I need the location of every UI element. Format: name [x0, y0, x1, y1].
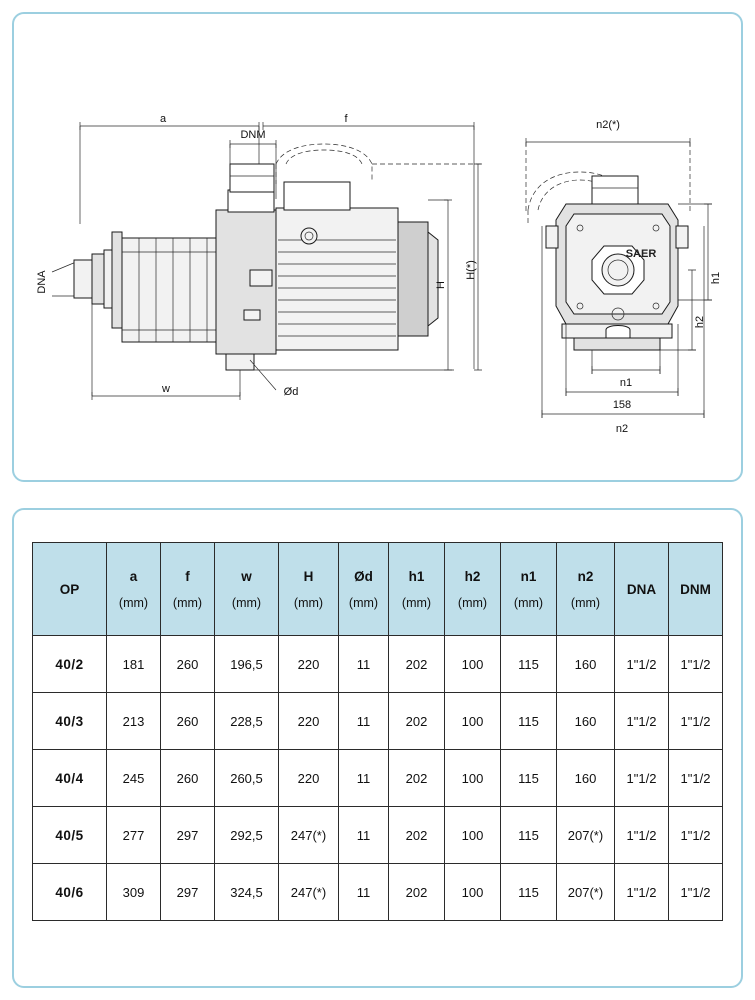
- cell-h1: 202: [389, 750, 445, 807]
- discharge-port: [230, 164, 274, 192]
- motor-base: [226, 354, 254, 370]
- dna-leader: [52, 262, 76, 296]
- cell-dna: 1"1/2: [615, 750, 669, 807]
- col-header-dnm-name: DNM: [680, 581, 711, 597]
- col-header-n2-name: n2: [577, 568, 594, 584]
- label-dna: DNA: [36, 270, 48, 294]
- col-header-n1: [501, 543, 557, 636]
- cell-dnm: 1"1/2: [669, 864, 723, 921]
- cell-h1: 202: [389, 807, 445, 864]
- cell-n2: 160: [557, 693, 615, 750]
- cell-n1: 115: [501, 693, 557, 750]
- label-h: H: [435, 281, 447, 289]
- cell-h1: 202: [389, 693, 445, 750]
- suction-flange: [74, 232, 122, 328]
- cell-n1: 115: [501, 750, 557, 807]
- table-header-row: [33, 543, 723, 636]
- cell-h2: 100: [445, 864, 501, 921]
- cell-h: 220: [279, 693, 339, 750]
- front-view-group: [526, 119, 722, 435]
- col-header-op-name: OP: [59, 581, 80, 597]
- cell-od: 11: [339, 750, 389, 807]
- table-row: [33, 864, 723, 921]
- label-n1: n1: [619, 377, 633, 389]
- table-row: [33, 636, 723, 693]
- pump-dimension-drawing: [14, 14, 741, 480]
- col-header-h1: [389, 543, 445, 636]
- cell-n2: 207(*): [557, 807, 615, 864]
- label-a: a: [159, 113, 167, 125]
- cell-h: 220: [279, 636, 339, 693]
- cell-w: 324,5: [215, 864, 279, 921]
- cell-w: 260,5: [215, 750, 279, 807]
- label-w: w: [162, 383, 170, 395]
- cell-op: 40/2: [33, 636, 107, 693]
- col-header-dna-name: DNA: [626, 581, 657, 597]
- col-header-n1-name: n1: [520, 568, 537, 584]
- cell-n1: 115: [501, 807, 557, 864]
- cell-op: 40/6: [33, 864, 107, 921]
- diameter-d-leader: [250, 360, 276, 390]
- cell-od: 11: [339, 864, 389, 921]
- cell-dna: 1"1/2: [615, 864, 669, 921]
- label-n2-star: n2(*): [596, 119, 620, 131]
- col-header-h-name: H: [303, 568, 314, 584]
- cell-dna: 1"1/2: [615, 693, 669, 750]
- cell-n1: 115: [501, 636, 557, 693]
- cell-h2: 100: [445, 750, 501, 807]
- pump-head: [216, 190, 276, 370]
- front-terminal-box: [592, 176, 638, 204]
- cell-w: 292,5: [215, 807, 279, 864]
- cell-a: 181: [107, 636, 161, 693]
- cell-dnm: 1"1/2: [669, 693, 723, 750]
- cell-f: 297: [161, 864, 215, 921]
- col-header-a-name: a: [129, 568, 138, 584]
- table-row: [33, 750, 723, 807]
- col-header-n1-unit: (mm): [513, 595, 544, 610]
- col-header-h1-unit: (mm): [401, 595, 432, 610]
- col-header-h2-unit: (mm): [457, 595, 488, 610]
- label-od: Ød: [283, 386, 299, 398]
- cell-dnm: 1"1/2: [669, 636, 723, 693]
- label-158: 158: [612, 399, 632, 411]
- col-header-n2: [557, 543, 615, 636]
- col-header-h2: [445, 543, 501, 636]
- dimension-h1: [678, 204, 712, 300]
- col-header-od-name: Ød: [354, 568, 373, 584]
- cell-n1: 115: [501, 864, 557, 921]
- col-header-h2-name: h2: [464, 568, 481, 584]
- cell-dnm: 1"1/2: [669, 807, 723, 864]
- col-header-f-unit: (mm): [172, 595, 203, 610]
- col-header-od-unit: (mm): [348, 595, 379, 610]
- cell-a: 309: [107, 864, 161, 921]
- cell-dna: 1"1/2: [615, 807, 669, 864]
- cell-n2: 207(*): [557, 864, 615, 921]
- front-base-plate: [562, 324, 672, 350]
- cell-n2: 160: [557, 750, 615, 807]
- col-header-h1-name: h1: [408, 568, 425, 584]
- cell-h1: 202: [389, 864, 445, 921]
- cell-op: 40/4: [33, 750, 107, 807]
- cell-f: 297: [161, 807, 215, 864]
- cell-h2: 100: [445, 636, 501, 693]
- col-header-w: [215, 543, 279, 636]
- cell-f: 260: [161, 636, 215, 693]
- side-view-group: [36, 113, 482, 400]
- cell-dnm: 1"1/2: [669, 750, 723, 807]
- col-header-op: [33, 543, 107, 636]
- cell-f: 260: [161, 693, 215, 750]
- dimension-n1: [592, 350, 660, 374]
- col-header-dna: [615, 543, 669, 636]
- dimensions-table-panel: [12, 508, 743, 988]
- technical-drawing-panel: [12, 12, 743, 482]
- cell-w: 228,5: [215, 693, 279, 750]
- brand-label: SAER: [625, 248, 657, 260]
- col-header-n2-unit: (mm): [570, 595, 601, 610]
- table-body: [33, 636, 723, 921]
- cell-w: 196,5: [215, 636, 279, 693]
- motor-front-flange: [556, 204, 678, 324]
- table-row: [33, 693, 723, 750]
- cell-dna: 1"1/2: [615, 636, 669, 693]
- col-header-f: [161, 543, 215, 636]
- cell-h2: 100: [445, 807, 501, 864]
- cell-od: 11: [339, 807, 389, 864]
- cell-h1: 202: [389, 636, 445, 693]
- label-h-star: H(*): [465, 260, 477, 280]
- dimensions-table: [32, 542, 723, 921]
- col-header-f-name: f: [185, 568, 190, 584]
- cell-f: 260: [161, 750, 215, 807]
- cell-h: 220: [279, 750, 339, 807]
- col-header-h-unit: (mm): [293, 595, 324, 610]
- label-dnm: DNM: [240, 129, 266, 141]
- cell-h: 247(*): [279, 864, 339, 921]
- motor-body: [276, 208, 438, 350]
- label-h1: h1: [710, 271, 722, 285]
- col-header-od: [339, 543, 389, 636]
- cell-a: 245: [107, 750, 161, 807]
- col-header-h: [279, 543, 339, 636]
- optional-cover-outline: [276, 144, 372, 184]
- cell-od: 11: [339, 636, 389, 693]
- cell-a: 277: [107, 807, 161, 864]
- col-header-dnm: [669, 543, 723, 636]
- cell-op: 40/3: [33, 693, 107, 750]
- label-n2: n2: [615, 423, 629, 435]
- cell-h2: 100: [445, 693, 501, 750]
- label-h2: h2: [694, 315, 706, 329]
- table-row: [33, 807, 723, 864]
- cell-a: 213: [107, 693, 161, 750]
- col-header-a-unit: (mm): [118, 595, 149, 610]
- label-f: f: [344, 113, 348, 125]
- cell-h: 247(*): [279, 807, 339, 864]
- pump-stages: [122, 238, 216, 342]
- col-header-w-name: w: [241, 568, 252, 584]
- col-header-w-unit: (mm): [231, 595, 262, 610]
- cell-n2: 160: [557, 636, 615, 693]
- col-header-a: [107, 543, 161, 636]
- cell-op: 40/5: [33, 807, 107, 864]
- cell-od: 11: [339, 693, 389, 750]
